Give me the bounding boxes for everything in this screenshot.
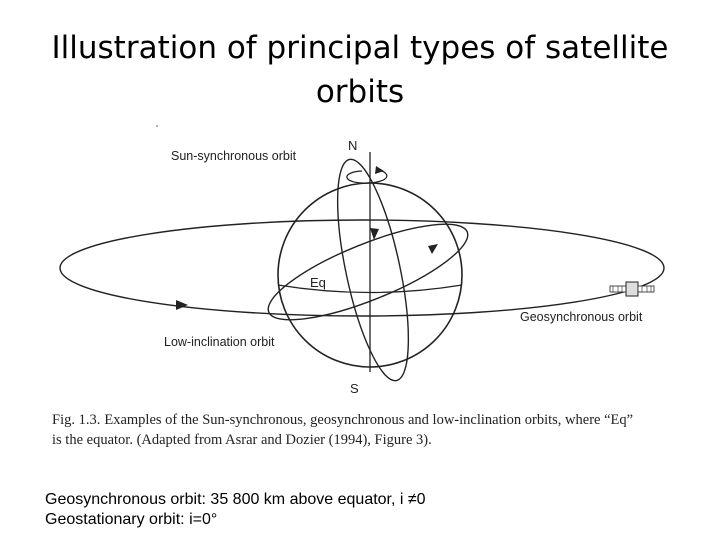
slide-title: Illustration of principal types of satellite orbits [51, 30, 669, 110]
orbit-notes [45, 490, 685, 530]
low-incl-arrowhead [428, 244, 438, 254]
geosynchronous-note: Geosynchronous orbit: 35 800 km above equator, i ≠0 [45, 491, 426, 508]
caption-line-1: Examples of the Sun-synchronous, geosynchronous and low-inclination orbits, where “Eq” [104, 412, 634, 428]
north-label: N [348, 138, 358, 153]
south-label: S [350, 381, 359, 396]
geosynchronous-orbit [60, 220, 664, 316]
caption-line-2: is the equator. (Adapted from Asrar and Dozier (1994), Figure 3). [52, 432, 432, 448]
geo-orbit-arrowhead [176, 300, 188, 310]
geosynchronous-label: Geosynchronous orbit [520, 310, 643, 324]
geostationary-note: Geostationary orbit: i=0° [45, 511, 218, 528]
sun-synchronous-orbit [323, 154, 423, 386]
rotation-arrowhead [375, 166, 384, 174]
low-inclination-orbit [258, 206, 477, 338]
sun-synchronous-label: Sun-synchronous orbit [171, 149, 297, 163]
equator-label: Eq [310, 275, 326, 290]
figure-caption [52, 410, 692, 450]
caption-figure-number: Fig. 1.3. [52, 412, 101, 428]
low-inclination-label: Low-inclination orbit [164, 335, 275, 349]
scan-speck [156, 125, 158, 127]
